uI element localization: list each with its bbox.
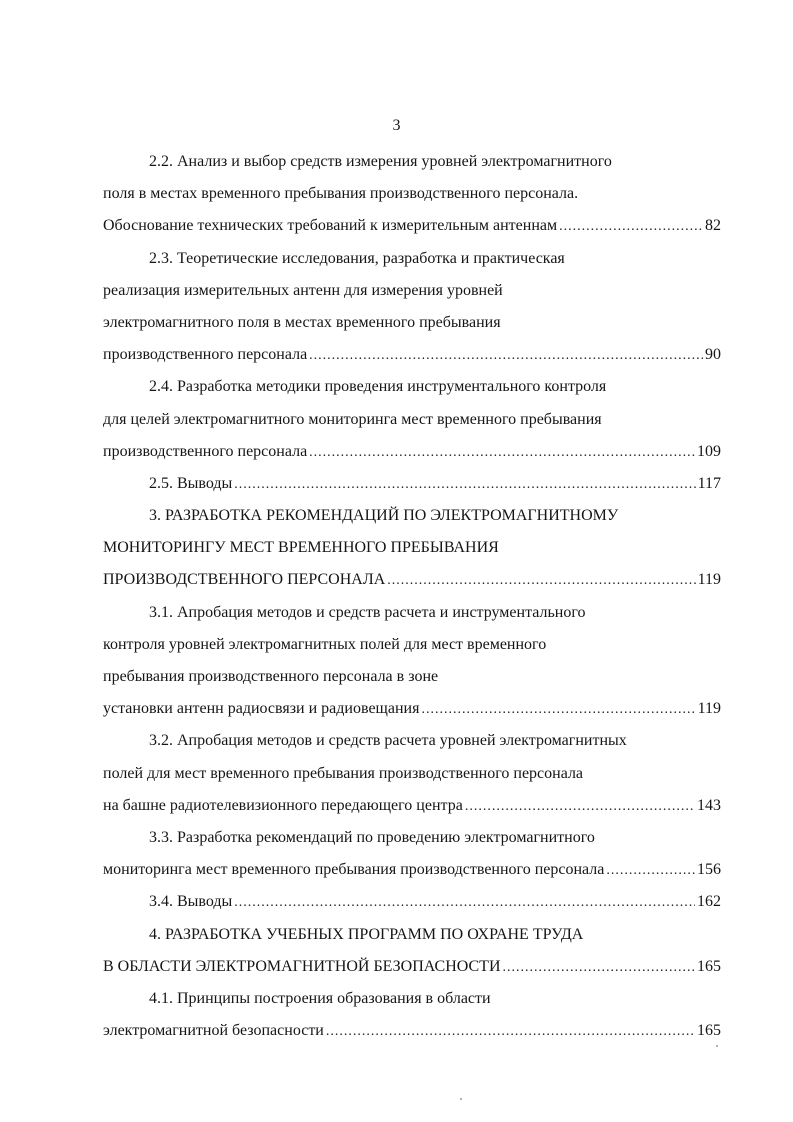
toc-entry — [103, 597, 721, 726]
dot-leader — [387, 565, 695, 597]
toc-entry — [103, 371, 721, 468]
toc-entry-text: установки антенн радиосвязи и радиовещания — [103, 700, 420, 718]
dot-leader — [234, 887, 695, 919]
toc-entry-text: 4. РАЗРАБОТКА УЧЕБНЫХ ПРОГРАММ ПО ОХРАНЕ ТРУДА — [149, 925, 584, 943]
toc-entry-text: контроля уровней электромагнитных полей для мест временного — [103, 635, 547, 653]
toc-entry-last-line — [103, 693, 721, 725]
toc-page-number: 90 — [705, 346, 721, 364]
toc-entry-last-line — [103, 854, 721, 886]
toc-entry — [103, 468, 721, 500]
toc-entry-text: 4.1. Принципы построения образования в области — [149, 989, 491, 1007]
toc-page-number: 165 — [697, 1022, 721, 1040]
toc-entry-text: 3.1. Апробация методов и средств расчета и инструментального — [149, 603, 586, 621]
toc-entry-last-line — [103, 339, 721, 371]
toc-entry — [103, 886, 721, 918]
toc-entry-text: пребывания производственного персонала в зоне — [103, 668, 439, 685]
toc-entry-text: В ОБЛАСТИ ЭЛЕКТРОМАГНИТНОЙ БЕЗОПАСНОСТИ — [103, 957, 501, 975]
table-of-contents — [103, 146, 721, 1047]
toc-entry-text: электромагнитного поля в местах временного пребывания — [103, 313, 501, 331]
dot-leader — [606, 855, 695, 887]
toc-page-number: 162 — [697, 893, 721, 911]
toc-page-number: 156 — [697, 861, 721, 879]
toc-entry-text: 2.4. Разработка методики проведения инструментального контроля — [149, 378, 607, 396]
toc-entry-text: электромагнитной безопасности — [103, 1022, 324, 1040]
toc-entry-text: на башне радиотелевизионного передающего центра — [103, 796, 463, 814]
toc-entry — [103, 146, 721, 243]
toc-entry-text: Обоснование технических требований к измерительным антеннам — [103, 217, 558, 235]
toc-entry-text: полей для мест временного пребывания производственного персонала — [103, 764, 584, 782]
toc-entry-text: реализация измерительных антенн для измерения уровней — [103, 281, 503, 299]
toc-entry — [103, 243, 721, 372]
dot-leader — [326, 1016, 695, 1048]
toc-entry-last-line — [103, 790, 721, 822]
toc-entry — [103, 500, 721, 597]
toc-page-number: 109 — [697, 442, 721, 460]
toc-entry-text: 3.4. Выводы — [149, 893, 233, 911]
toc-entry-last-line — [103, 951, 721, 983]
toc-entry-text: производственного персонала — [103, 346, 308, 364]
scan-speck — [460, 1098, 462, 1100]
toc-page-number: 165 — [697, 957, 721, 975]
toc-entry-text: поля в местах временного пребывания производственного персонала. — [103, 185, 579, 203]
toc-entry-text: 3.2. Апробация методов и средств расчета уровней электромагнитных — [149, 732, 627, 750]
toc-page-number: 119 — [697, 700, 721, 718]
toc-page-number: 82 — [705, 217, 721, 235]
dot-leader — [503, 952, 696, 984]
toc-page-number: 119 — [697, 571, 721, 589]
toc-entry-last-line — [103, 564, 721, 596]
dot-leader — [309, 437, 695, 469]
toc-entry-text: 2.5. Выводы — [149, 474, 233, 492]
toc-entry-text: 3.3. Разработка рекомендаций по проведению электромагнитного — [149, 828, 595, 846]
toc-entry-text: для целей электромагнитного мониторинга мест временного пребывания — [103, 410, 602, 428]
toc-entry-text: МОНИТОРИНГУ МЕСТ ВРЕМЕННОГО ПРЕБЫВАНИЯ — [103, 539, 499, 557]
toc-entry — [103, 822, 721, 886]
dot-leader — [421, 694, 695, 726]
dot-leader — [309, 340, 703, 372]
dot-leader — [559, 211, 703, 243]
toc-entry-last-line — [103, 436, 721, 468]
scan-speck — [716, 1045, 718, 1047]
toc-entry-text: 2.2. Анализ и выбор средств измерения уровней электромагнитного — [149, 153, 612, 170]
toc-entry-text: 2.3. Теоретические исследования, разработка и практическая — [149, 249, 565, 267]
toc-entry — [103, 983, 721, 1047]
toc-entry-last-line — [103, 210, 721, 242]
dot-leader — [234, 469, 695, 501]
toc-entry-text: 3. РАЗРАБОТКА РЕКОМЕНДАЦИЙ ПО ЭЛЕКТРОМАГНИТНОМУ — [149, 507, 619, 525]
toc-entry-last-line — [103, 468, 721, 500]
toc-page-number: 117 — [697, 474, 721, 492]
toc-entry — [103, 725, 721, 822]
toc-entry-text: ПРОИЗВОДСТВЕННОГО ПЕРСОНАЛА — [103, 571, 386, 589]
toc-entry-text: производственного персонала — [103, 442, 308, 460]
toc-entry-text: мониторинга мест временного пребывания производственного персонала — [103, 861, 605, 879]
toc-entry — [103, 919, 721, 983]
toc-entry-last-line — [103, 1015, 721, 1047]
page-number: 3 — [392, 117, 401, 134]
dot-leader — [465, 791, 695, 823]
toc-page-number: 143 — [697, 796, 721, 814]
toc-entry-last-line — [103, 886, 721, 918]
